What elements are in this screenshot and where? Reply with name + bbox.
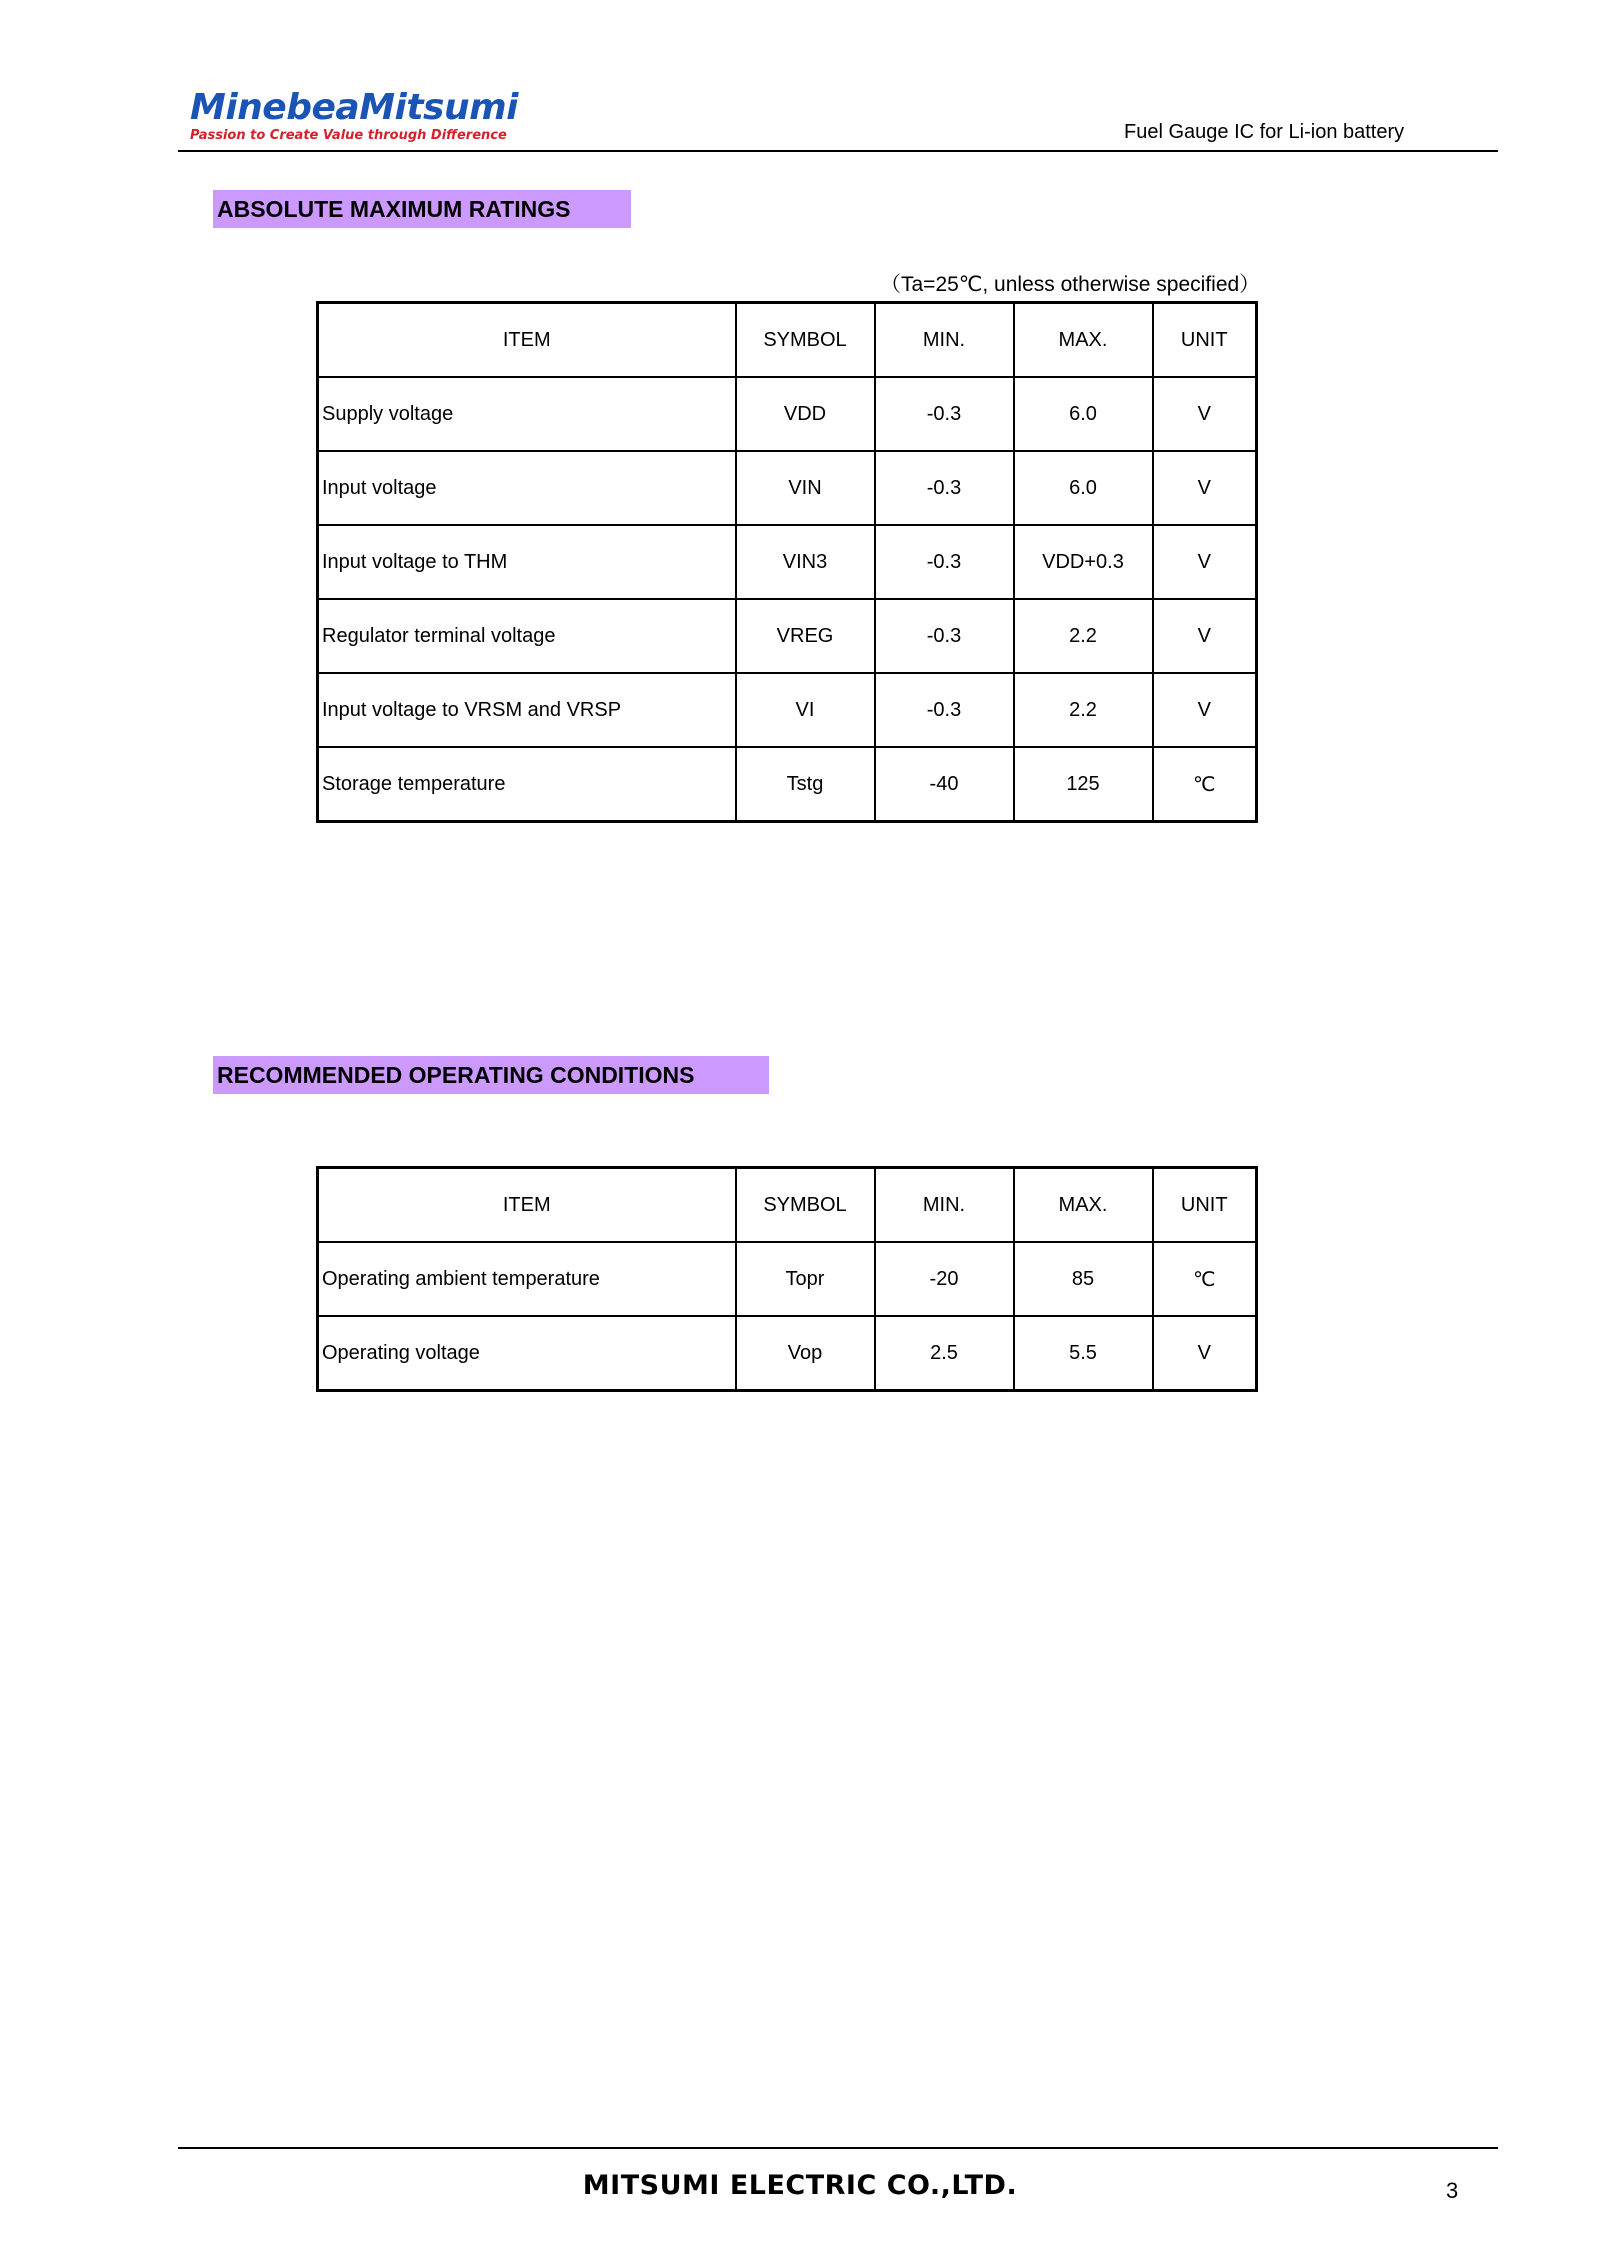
column-header-symbol: SYMBOL <box>736 1168 875 1243</box>
table-row <box>318 747 1257 822</box>
cell-symbol: Tstg <box>736 747 875 822</box>
cell-min: -20 <box>875 1242 1014 1316</box>
table-row <box>318 673 1257 747</box>
recommended-table <box>316 1166 1258 1392</box>
cell-symbol: VDD <box>736 377 875 451</box>
cell-item: Regulator terminal voltage <box>318 599 736 673</box>
cell-symbol: VREG <box>736 599 875 673</box>
cell-min: -0.3 <box>875 599 1014 673</box>
cell-max: 5.5 <box>1014 1316 1153 1391</box>
cell-unit: V <box>1153 451 1257 525</box>
cell-symbol: VIN3 <box>736 525 875 599</box>
cell-symbol: Vop <box>736 1316 875 1391</box>
cell-max: 6.0 <box>1014 451 1153 525</box>
cell-symbol: VI <box>736 673 875 747</box>
cell-min: -0.3 <box>875 377 1014 451</box>
cell-max: 2.2 <box>1014 599 1153 673</box>
cell-max: 85 <box>1014 1242 1153 1316</box>
column-header-min: MIN. <box>875 303 1014 378</box>
column-header-unit: UNIT <box>1153 303 1257 378</box>
column-header-symbol: SYMBOL <box>736 303 875 378</box>
cell-symbol: Topr <box>736 1242 875 1316</box>
cell-unit: ℃ <box>1153 747 1257 822</box>
header-divider <box>178 150 1498 152</box>
footer-divider <box>178 2147 1498 2149</box>
cell-min: -0.3 <box>875 451 1014 525</box>
document-title: Fuel Gauge IC for Li-ion battery <box>1124 121 1405 143</box>
table-row <box>318 1316 1257 1391</box>
table-header-row <box>318 1168 1257 1243</box>
table-row <box>318 377 1257 451</box>
cell-min: -0.3 <box>875 525 1014 599</box>
absolute-max-condition: （Ta=25℃, unless otherwise specified） <box>880 273 1261 296</box>
cell-max: 2.2 <box>1014 673 1153 747</box>
cell-unit: V <box>1153 599 1257 673</box>
cell-item: Storage temperature <box>318 747 736 822</box>
cell-min: -0.3 <box>875 673 1014 747</box>
cell-max: 125 <box>1014 747 1153 822</box>
cell-item: Input voltage to THM <box>318 525 736 599</box>
table-row <box>318 1242 1257 1316</box>
column-header-max: MAX. <box>1014 303 1153 378</box>
footer-company-name: MITSUMI ELECTRIC CO.,LTD. <box>582 2170 1018 2201</box>
cell-item: Input voltage to VRSM and VRSP <box>318 673 736 747</box>
cell-unit: V <box>1153 525 1257 599</box>
cell-item: Supply voltage <box>318 377 736 451</box>
column-header-item: ITEM <box>318 1168 736 1243</box>
column-header-min: MIN. <box>875 1168 1014 1243</box>
cell-item: Input voltage <box>318 451 736 525</box>
cell-unit: V <box>1153 1316 1257 1391</box>
page-number: 3 <box>1446 2178 1459 2203</box>
cell-min: 2.5 <box>875 1316 1014 1391</box>
cell-symbol: VIN <box>736 451 875 525</box>
cell-max: 6.0 <box>1014 377 1153 451</box>
table-row <box>318 451 1257 525</box>
cell-unit: ℃ <box>1153 1242 1257 1316</box>
table-row <box>318 599 1257 673</box>
table-header-row <box>318 303 1257 378</box>
cell-unit: V <box>1153 673 1257 747</box>
cell-item: Operating voltage <box>318 1316 736 1391</box>
table-row <box>318 525 1257 599</box>
cell-unit: V <box>1153 377 1257 451</box>
absolute-max-table <box>316 301 1258 823</box>
logo-tagline: Passion to Create Value through Difference <box>190 128 507 143</box>
column-header-item: ITEM <box>318 303 736 378</box>
cell-item: Operating ambient temperature <box>318 1242 736 1316</box>
absolute-max-heading: ABSOLUTE MAXIMUM RATINGS <box>213 190 631 228</box>
cell-min: -40 <box>875 747 1014 822</box>
column-header-unit: UNIT <box>1153 1168 1257 1243</box>
logo-name: MinebeaMitsumi <box>190 87 518 128</box>
company-logo <box>190 87 518 143</box>
cell-max: VDD+0.3 <box>1014 525 1153 599</box>
column-header-max: MAX. <box>1014 1168 1153 1243</box>
recommended-heading: RECOMMENDED OPERATING CONDITIONS <box>213 1056 769 1094</box>
